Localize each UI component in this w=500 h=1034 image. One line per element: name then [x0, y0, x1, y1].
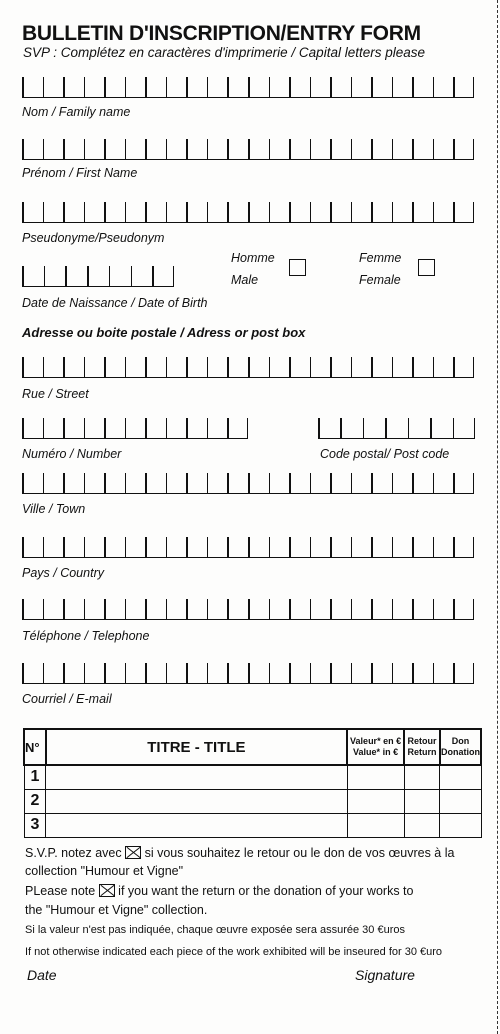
female-label-fr: Femme — [359, 251, 402, 265]
comb-tick — [269, 77, 271, 97]
col-return-en: Return — [407, 747, 437, 757]
comb-tick — [44, 266, 46, 286]
comb-tick — [248, 77, 250, 97]
return-cell[interactable] — [404, 765, 440, 789]
comb-tick — [371, 663, 373, 683]
comb-tick — [453, 202, 455, 222]
comb-tick — [22, 663, 24, 683]
comb-tick — [310, 473, 312, 493]
pseudonym-label: Pseudonyme/Pseudonym — [22, 231, 165, 245]
comb-tick — [474, 418, 476, 438]
comb-tick — [43, 473, 45, 493]
comb-tick — [433, 202, 435, 222]
family-name-label: Nom / Family name — [22, 105, 131, 119]
comb-tick — [412, 473, 414, 493]
comb-tick — [351, 139, 353, 159]
comb-tick — [392, 202, 394, 222]
title-cell[interactable] — [46, 789, 347, 813]
comb-tick — [330, 473, 332, 493]
comb-tick — [248, 537, 250, 557]
first-name-field[interactable] — [22, 140, 474, 160]
comb-tick — [310, 139, 312, 159]
comb-tick — [166, 537, 168, 557]
row-number: 1 — [24, 765, 46, 789]
comb-tick — [145, 357, 147, 377]
works-table-header — [24, 729, 481, 765]
note-en-line2: the "Humour et Vigne" collection. — [25, 903, 208, 917]
comb-tick — [43, 357, 45, 377]
comb-tick — [186, 139, 188, 159]
comb-tick — [186, 418, 188, 438]
comb-tick — [310, 77, 312, 97]
comb-tick — [22, 537, 24, 557]
comb-tick — [207, 473, 209, 493]
comb-tick — [152, 266, 154, 286]
comb-tick — [109, 266, 111, 286]
comb-tick — [392, 77, 394, 97]
comb-tick — [330, 202, 332, 222]
note-en-part2: if you want the return or the donation of your works to — [118, 884, 414, 898]
comb-tick — [227, 599, 229, 619]
donation-cell[interactable] — [440, 789, 481, 813]
note-fr-part2: si vous souhaitez le retour ou le don de vos œuvres à la — [144, 846, 455, 860]
comb-tick — [473, 663, 475, 683]
comb-tick — [330, 537, 332, 557]
col-value-en: Value* in € — [353, 747, 399, 757]
comb-tick — [104, 663, 106, 683]
comb-tick — [392, 473, 394, 493]
comb-tick — [433, 139, 435, 159]
col-value-fr: Valeur* en € — [350, 736, 402, 746]
comb-tick — [392, 537, 394, 557]
comb-tick — [227, 139, 229, 159]
col-no-header: N° — [24, 729, 46, 765]
comb-tick — [227, 473, 229, 493]
comb-tick — [166, 77, 168, 97]
comb-tick — [186, 599, 188, 619]
email-label: Courriel / E-mail — [22, 692, 112, 706]
telephone-label: Téléphone / Telephone — [22, 629, 150, 643]
comb-tick — [43, 663, 45, 683]
title-cell[interactable] — [46, 765, 347, 789]
pseudonym-field[interactable] — [22, 203, 474, 223]
tear-off-line — [497, 0, 498, 1034]
comb-tick — [351, 537, 353, 557]
comb-tick — [330, 77, 332, 97]
comb-tick — [473, 77, 475, 97]
comb-tick — [412, 77, 414, 97]
comb-tick — [22, 599, 24, 619]
comb-tick — [433, 599, 435, 619]
note-fr-part1: S.V.P. notez avec — [25, 846, 122, 860]
comb-tick — [227, 202, 229, 222]
number-field[interactable] — [22, 419, 248, 439]
comb-tick — [351, 663, 353, 683]
note-en-part1: PLease note — [25, 884, 96, 898]
return-cell[interactable] — [404, 789, 440, 813]
comb-tick — [63, 473, 65, 493]
comb-tick — [186, 663, 188, 683]
comb-tick — [412, 663, 414, 683]
comb-tick — [22, 77, 24, 97]
comb-tick — [207, 599, 209, 619]
comb-tick — [104, 537, 106, 557]
form-title: BULLETIN D'INSCRIPTION/ENTRY FORM — [22, 22, 421, 45]
comb-tick — [166, 202, 168, 222]
comb-tick — [385, 418, 387, 438]
comb-tick — [433, 357, 435, 377]
comb-tick — [289, 77, 291, 97]
comb-tick — [166, 663, 168, 683]
comb-tick — [248, 599, 250, 619]
comb-tick — [330, 599, 332, 619]
comb-tick — [227, 77, 229, 97]
comb-tick — [43, 418, 45, 438]
comb-tick — [248, 357, 250, 377]
comb-tick — [412, 537, 414, 557]
comb-tick — [125, 473, 127, 493]
comb-tick — [43, 77, 45, 97]
comb-tick — [248, 202, 250, 222]
comb-tick — [207, 537, 209, 557]
note-fr-line1 — [25, 846, 454, 860]
comb-tick — [166, 357, 168, 377]
comb-tick — [63, 139, 65, 159]
comb-tick — [63, 663, 65, 683]
comb-tick — [371, 202, 373, 222]
comb-tick — [433, 77, 435, 97]
comb-tick — [84, 418, 86, 438]
comb-tick — [473, 139, 475, 159]
col-return-header — [404, 729, 440, 765]
comb-tick — [22, 266, 24, 286]
first-name-label: Prénom / First Name — [22, 166, 138, 180]
comb-tick — [363, 418, 365, 438]
postcode-field[interactable] — [318, 419, 475, 439]
comb-tick — [22, 418, 24, 438]
comb-tick — [125, 599, 127, 619]
comb-tick — [104, 473, 106, 493]
comb-tick — [63, 202, 65, 222]
country-label: Pays / Country — [22, 566, 104, 580]
comb-tick — [289, 663, 291, 683]
date-label: Date — [27, 967, 57, 983]
comb-tick — [145, 77, 147, 97]
table-row — [24, 813, 481, 837]
comb-tick — [43, 139, 45, 159]
comb-tick — [371, 599, 373, 619]
comb-tick — [125, 202, 127, 222]
comb-tick — [207, 77, 209, 97]
comb-tick — [371, 357, 373, 377]
comb-tick — [289, 473, 291, 493]
comb-tick — [186, 473, 188, 493]
comb-tick — [392, 663, 394, 683]
male-label-fr: Homme — [231, 251, 275, 265]
col-don-en: Donation — [440, 747, 480, 757]
comb-tick — [473, 599, 475, 619]
comb-tick — [84, 77, 86, 97]
comb-tick — [408, 418, 410, 438]
value-cell[interactable] — [347, 765, 404, 789]
comb-tick — [166, 599, 168, 619]
title-cell[interactable] — [46, 813, 347, 837]
comb-tick — [166, 418, 168, 438]
comb-tick — [269, 357, 271, 377]
comb-tick — [65, 266, 67, 286]
comb-tick — [310, 357, 312, 377]
row-number: 2 — [24, 789, 46, 813]
comb-tick — [433, 663, 435, 683]
comb-tick — [453, 663, 455, 683]
comb-tick — [63, 357, 65, 377]
comb-tick — [330, 357, 332, 377]
comb-tick — [433, 473, 435, 493]
comb-tick — [310, 599, 312, 619]
comb-tick — [473, 473, 475, 493]
comb-tick — [145, 139, 147, 159]
comb-tick — [145, 663, 147, 683]
comb-tick — [104, 202, 106, 222]
comb-tick — [269, 663, 271, 683]
comb-tick — [330, 139, 332, 159]
comb-tick — [145, 473, 147, 493]
note-fr-line2: collection "Humour et Vigne" — [25, 864, 184, 878]
col-title-header: TITRE - TITLE — [46, 729, 347, 765]
comb-tick — [84, 357, 86, 377]
town-field[interactable] — [22, 474, 474, 494]
comb-tick — [186, 202, 188, 222]
comb-tick — [289, 139, 291, 159]
comb-tick — [104, 139, 106, 159]
comb-tick — [84, 139, 86, 159]
comb-tick — [340, 418, 342, 438]
insured-note-en: If not otherwise indicated each piece of the work exhibited will be inseured for 30 €uro — [25, 946, 443, 958]
comb-tick — [43, 599, 45, 619]
comb-tick — [186, 77, 188, 97]
comb-tick — [125, 139, 127, 159]
comb-tick — [330, 663, 332, 683]
email-field[interactable] — [22, 664, 474, 684]
return-cell[interactable] — [404, 813, 440, 837]
comb-tick — [43, 202, 45, 222]
comb-tick — [269, 202, 271, 222]
comb-tick — [104, 357, 106, 377]
male-label-en: Male — [231, 273, 259, 287]
comb-tick — [125, 357, 127, 377]
donation-cell[interactable] — [440, 765, 481, 789]
insured-note-fr: Si la valeur n'est pas indiquée, chaque œuvre exposée sera assurée 30 €uros — [25, 924, 405, 936]
comb-tick — [104, 599, 106, 619]
birth-date-field[interactable] — [22, 267, 174, 287]
table-row — [24, 789, 481, 813]
comb-tick — [227, 418, 229, 438]
comb-tick — [453, 418, 455, 438]
comb-tick — [87, 266, 89, 286]
comb-tick — [248, 139, 250, 159]
comb-tick — [145, 537, 147, 557]
comb-tick — [145, 599, 147, 619]
comb-tick — [371, 473, 373, 493]
comb-tick — [453, 537, 455, 557]
comb-tick — [289, 537, 291, 557]
comb-tick — [310, 537, 312, 557]
address-heading: Adresse ou boite postale / Adress or post box — [22, 325, 306, 340]
comb-tick — [125, 663, 127, 683]
row-number: 3 — [24, 813, 46, 837]
female-label-en: Female — [359, 273, 401, 287]
country-field[interactable] — [22, 538, 474, 558]
comb-tick — [125, 418, 127, 438]
comb-tick — [473, 202, 475, 222]
comb-tick — [412, 202, 414, 222]
comb-tick — [351, 77, 353, 97]
comb-tick — [166, 139, 168, 159]
crossed-box-icon — [99, 884, 115, 897]
value-cell[interactable] — [347, 813, 404, 837]
crossed-box-icon — [125, 846, 141, 859]
comb-tick — [289, 202, 291, 222]
street-label: Rue / Street — [22, 387, 89, 401]
comb-tick — [318, 418, 320, 438]
comb-tick — [22, 202, 24, 222]
comb-tick — [84, 663, 86, 683]
note-en-line1 — [25, 884, 413, 898]
comb-tick — [351, 599, 353, 619]
comb-tick — [289, 599, 291, 619]
comb-tick — [453, 357, 455, 377]
comb-tick — [207, 357, 209, 377]
comb-tick — [84, 599, 86, 619]
comb-tick — [371, 139, 373, 159]
comb-tick — [227, 537, 229, 557]
comb-tick — [145, 202, 147, 222]
comb-tick — [453, 473, 455, 493]
comb-tick — [392, 357, 394, 377]
comb-tick — [269, 473, 271, 493]
comb-tick — [63, 537, 65, 557]
comb-tick — [227, 357, 229, 377]
comb-tick — [453, 77, 455, 97]
postcode-label: Code postal/ Post code — [320, 447, 450, 461]
value-cell[interactable] — [347, 789, 404, 813]
comb-tick — [247, 418, 249, 438]
comb-tick — [186, 357, 188, 377]
comb-tick — [289, 357, 291, 377]
col-donation-header — [440, 729, 481, 765]
comb-tick — [125, 537, 127, 557]
comb-tick — [371, 537, 373, 557]
table-row — [24, 765, 481, 789]
col-don-fr: Don — [451, 736, 470, 746]
comb-tick — [22, 357, 24, 377]
town-label: Ville / Town — [22, 502, 86, 516]
comb-tick — [351, 473, 353, 493]
comb-tick — [412, 139, 414, 159]
comb-tick — [207, 418, 209, 438]
comb-tick — [269, 537, 271, 557]
birth-date-label: Date de Naissance / Date of Birth — [22, 296, 208, 310]
comb-tick — [269, 599, 271, 619]
comb-tick — [207, 139, 209, 159]
comb-tick — [63, 77, 65, 97]
comb-tick — [248, 473, 250, 493]
comb-tick — [248, 663, 250, 683]
telephone-field[interactable] — [22, 600, 474, 620]
comb-tick — [63, 599, 65, 619]
comb-tick — [84, 473, 86, 493]
form-subtitle: SVP : Complétez en caractères d'imprimerie / Capital letters please — [23, 45, 425, 60]
comb-tick — [207, 663, 209, 683]
comb-tick — [433, 537, 435, 557]
comb-tick — [84, 202, 86, 222]
female-checkbox[interactable] — [418, 259, 435, 276]
comb-tick — [473, 357, 475, 377]
signature-label: Signature — [355, 967, 415, 983]
comb-tick — [22, 473, 24, 493]
comb-tick — [166, 473, 168, 493]
works-table — [23, 728, 482, 838]
comb-tick — [310, 663, 312, 683]
comb-tick — [310, 202, 312, 222]
comb-tick — [63, 418, 65, 438]
comb-tick — [104, 418, 106, 438]
comb-tick — [104, 77, 106, 97]
comb-tick — [269, 139, 271, 159]
comb-tick — [351, 202, 353, 222]
comb-tick — [173, 266, 175, 286]
comb-tick — [43, 537, 45, 557]
number-label: Numéro / Number — [22, 447, 122, 461]
comb-tick — [430, 418, 432, 438]
comb-tick — [145, 418, 147, 438]
comb-tick — [412, 599, 414, 619]
comb-tick — [453, 599, 455, 619]
family-name-field[interactable] — [22, 78, 474, 98]
comb-tick — [131, 266, 133, 286]
comb-tick — [227, 663, 229, 683]
comb-tick — [207, 202, 209, 222]
street-field[interactable] — [22, 358, 474, 378]
comb-tick — [22, 139, 24, 159]
comb-tick — [412, 357, 414, 377]
comb-tick — [392, 139, 394, 159]
comb-tick — [186, 537, 188, 557]
comb-tick — [392, 599, 394, 619]
comb-tick — [351, 357, 353, 377]
male-checkbox[interactable] — [289, 259, 306, 276]
comb-tick — [371, 77, 373, 97]
comb-tick — [84, 537, 86, 557]
comb-tick — [473, 537, 475, 557]
donation-cell[interactable] — [440, 813, 481, 837]
col-value-header — [347, 729, 404, 765]
col-return-fr: Retour — [407, 736, 437, 746]
comb-tick — [453, 139, 455, 159]
comb-tick — [125, 77, 127, 97]
